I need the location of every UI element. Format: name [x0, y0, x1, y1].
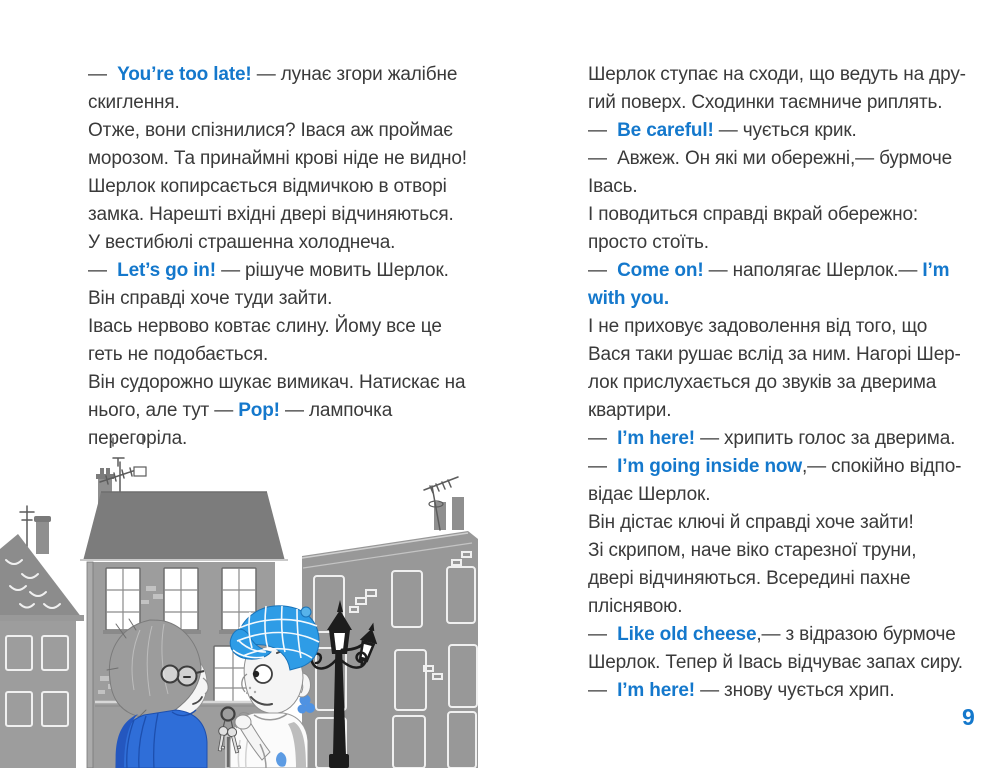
text-run: — — [588, 260, 618, 281]
english-phrase: I’m going inside now — [617, 456, 802, 477]
text-line — [88, 61, 458, 89]
english-phrase: You’re too late! — [117, 64, 252, 85]
text-run: гий поверх. Сходинки таємниче риплять. — [588, 92, 943, 113]
text-line — [88, 173, 453, 201]
text-line — [588, 509, 953, 537]
text-run: — Авжеж. Он які ми обережні,— бурмоче — [588, 148, 953, 169]
text-line — [88, 201, 453, 229]
text-run: — рішуче мовить Шерлок. — [215, 260, 449, 281]
street-illustration — [0, 430, 500, 768]
text-run: перегоріла. — [88, 428, 188, 449]
text-line — [588, 677, 953, 705]
text-run: двері відчиняються. Всередині пахне — [588, 568, 911, 589]
text-line — [88, 117, 453, 145]
text-run: — чується крик. — [713, 120, 857, 141]
text-run: — лампочка — [279, 400, 393, 421]
hair — [109, 620, 201, 718]
text-line — [588, 285, 953, 313]
text-line — [588, 145, 953, 173]
text-line — [588, 593, 953, 621]
english-phrase: Like old cheese — [617, 624, 757, 645]
text-run: відає Шерлок. — [588, 484, 711, 505]
text-run: — лунає згори жалібне — [251, 64, 458, 85]
english-phrase: I’m here! — [617, 680, 695, 701]
text-line — [588, 425, 956, 453]
text-run: І не приховує задоволення від того, що — [588, 316, 928, 337]
english-phrase: with you. — [588, 288, 669, 309]
text-run: — — [88, 260, 118, 281]
boy-cap-figure — [215, 606, 319, 768]
text-run: Івась нервово ковтає слину. Йому все це — [88, 316, 442, 337]
text-run: — — [88, 64, 118, 85]
english-phrase: Let’s go in! — [117, 260, 216, 281]
text-line — [588, 369, 953, 397]
text-line — [588, 397, 953, 425]
text-run: замка. Нарешті вхідні двері відчиняються. — [88, 204, 454, 225]
eye — [254, 665, 272, 683]
text-line — [88, 369, 466, 397]
text-line — [588, 341, 961, 369]
text-run: — наполягає Шерлок.— — [703, 260, 923, 281]
text-line — [588, 117, 953, 145]
text-run: квартири. — [588, 400, 672, 421]
text-run: Шерлок копирсається відмичкою в отворі — [88, 176, 447, 197]
left-column — [88, 61, 467, 453]
text-run: Зі скрипом, наче віко старезної труни, — [588, 540, 917, 561]
text-line — [588, 565, 953, 593]
text-line — [588, 201, 953, 229]
street-lamp — [312, 600, 382, 768]
text-run: — — [588, 428, 618, 449]
text-line — [588, 537, 953, 565]
text-run: — — [588, 456, 618, 477]
english-phrase: Pop! — [238, 400, 280, 421]
page-number: 9 — [962, 704, 975, 730]
text-run: пліснявою. — [588, 596, 683, 617]
text-run: геть не подобається. — [88, 344, 269, 365]
text-run: нього, але тут — — [88, 400, 239, 421]
right-building — [302, 477, 478, 768]
text-line — [588, 649, 963, 677]
text-line — [88, 229, 453, 257]
text-run: Шерлок ступає на сходи, що ведуть на дру- — [588, 64, 966, 85]
text-run: ,— з відразою бурмоче — [756, 624, 956, 645]
text-run: — — [588, 680, 618, 701]
text-line — [88, 313, 453, 341]
hoodie — [116, 710, 207, 768]
shirt — [230, 713, 308, 768]
text-line — [588, 89, 953, 117]
center-house — [80, 436, 288, 768]
text-line — [88, 341, 453, 369]
text-line — [88, 89, 453, 117]
english-phrase: I’m — [922, 260, 950, 281]
left-house — [0, 506, 84, 768]
text-run: скиглення. — [88, 92, 180, 113]
english-phrase: Be careful! — [617, 120, 714, 141]
text-run: — — [588, 120, 618, 141]
right-column — [588, 61, 966, 705]
text-line — [88, 257, 453, 285]
text-line — [88, 425, 453, 453]
text-run: У вестибюлі страшенна холоднеча. — [88, 232, 396, 253]
keys — [215, 708, 241, 754]
text-line — [88, 397, 453, 425]
text-run: Шерлок. Тепер й Івась відчуває запах сиру. — [588, 652, 963, 673]
text-line — [588, 257, 953, 285]
text-line — [588, 453, 962, 481]
text-run: — — [588, 624, 618, 645]
english-phrase: Come on! — [617, 260, 704, 281]
text-run: Він дістає ключі й справді хоче зайти! — [588, 512, 914, 533]
text-run: Вася таки рушає вслід за ним. Нагорі Шер- — [588, 344, 961, 365]
text-line — [588, 313, 953, 341]
text-line — [588, 61, 966, 89]
text-run: Івась. — [588, 176, 638, 197]
boy-hoodie-figure — [107, 619, 208, 768]
text-run: Він судорожно шукає вимикач. Натискає на — [88, 372, 466, 393]
text-run: просто стоїть. — [588, 232, 709, 253]
text-run: ,— спокійно відпо- — [802, 456, 962, 477]
text-run: Отже, вони спізнилися? Івася аж проймає — [88, 120, 453, 141]
glasses — [162, 666, 205, 686]
text-line — [588, 173, 953, 201]
text-run: І поводиться справді вкрай обережно: — [588, 204, 919, 225]
checked-cap — [230, 606, 319, 670]
text-run: Він справді хоче туди зайти. — [88, 288, 333, 309]
text-line — [588, 481, 953, 509]
text-run: — хрипить голос за дверима. — [694, 428, 956, 449]
text-run: лок прислухається до звуків за дверима — [588, 372, 937, 393]
text-run: морозом. Та принаймні крові ніде не видно! — [88, 148, 467, 169]
text-line — [88, 285, 453, 313]
english-phrase: I’m here! — [617, 428, 695, 449]
text-line — [88, 145, 467, 173]
text-line — [588, 621, 956, 649]
text-run: — знову чується хрип. — [694, 680, 895, 701]
text-line — [588, 229, 953, 257]
